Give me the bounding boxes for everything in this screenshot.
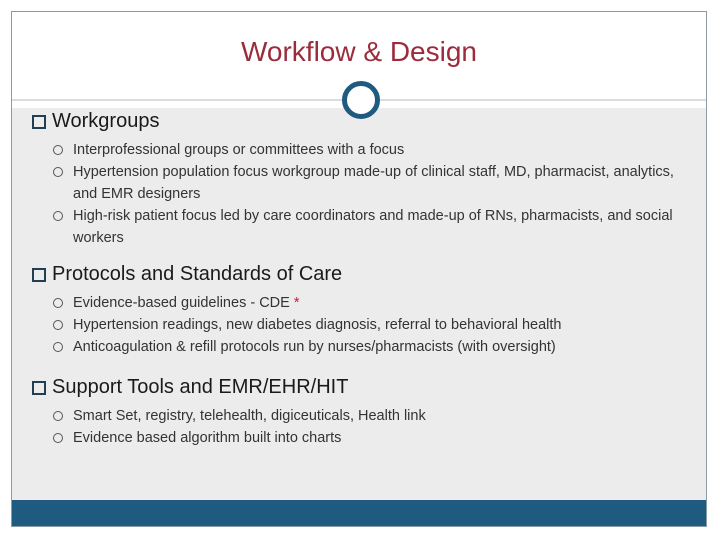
list-item: Evidence based algorithm built into charts (53, 427, 686, 449)
list-item: Hypertension readings, new diabetes diagnosis, referral to behavioral health (53, 314, 686, 336)
circle-bullet-icon (53, 433, 63, 443)
circle-bullet-icon (53, 411, 63, 421)
section-protocols (32, 262, 686, 358)
circle-bullet-icon (53, 145, 63, 155)
circle-bullet-icon (53, 320, 63, 330)
circle-bullet-icon (53, 167, 63, 177)
section-workgroups (32, 109, 686, 249)
footer-bar (12, 500, 706, 526)
list-item: Interprofessional groups or committees with a focus (53, 139, 686, 161)
section-support-tools (32, 375, 686, 449)
checkbox-bullet-icon (32, 268, 46, 282)
checkbox-bullet-icon (32, 381, 46, 395)
section-heading: Support Tools and EMR/EHR/HIT (52, 376, 349, 398)
list-item: High-risk patient focus led by care coordinators and made-up of RNs, pharmacists, and social workers (53, 205, 686, 249)
section-heading: Workgroups (52, 110, 160, 132)
slide-title: Workflow & Design (240, 36, 477, 67)
slide-frame (11, 11, 707, 527)
bullet-list (32, 292, 686, 358)
list-item: Anticoagulation & refill protocols run by nurses/pharmacists (with oversight) (53, 336, 686, 358)
asterisk-marker: * (293, 295, 300, 311)
list-item: Hypertension population focus workgroup made-up of clinical staff, MD, pharmacist, analytics, and EMR designers (53, 161, 686, 205)
list-item: Smart Set, registry, telehealth, digiceuticals, Health link (53, 405, 686, 427)
circle-bullet-icon (53, 211, 63, 221)
circle-bullet-icon (53, 298, 63, 308)
circle-bullet-icon (53, 342, 63, 352)
section-heading: Protocols and Standards of Care (52, 263, 343, 285)
bullet-list (32, 139, 686, 249)
checkbox-bullet-icon (32, 115, 46, 129)
bullet-list (32, 405, 686, 449)
list-item: Evidence-based guidelines - CDE * (53, 292, 686, 314)
